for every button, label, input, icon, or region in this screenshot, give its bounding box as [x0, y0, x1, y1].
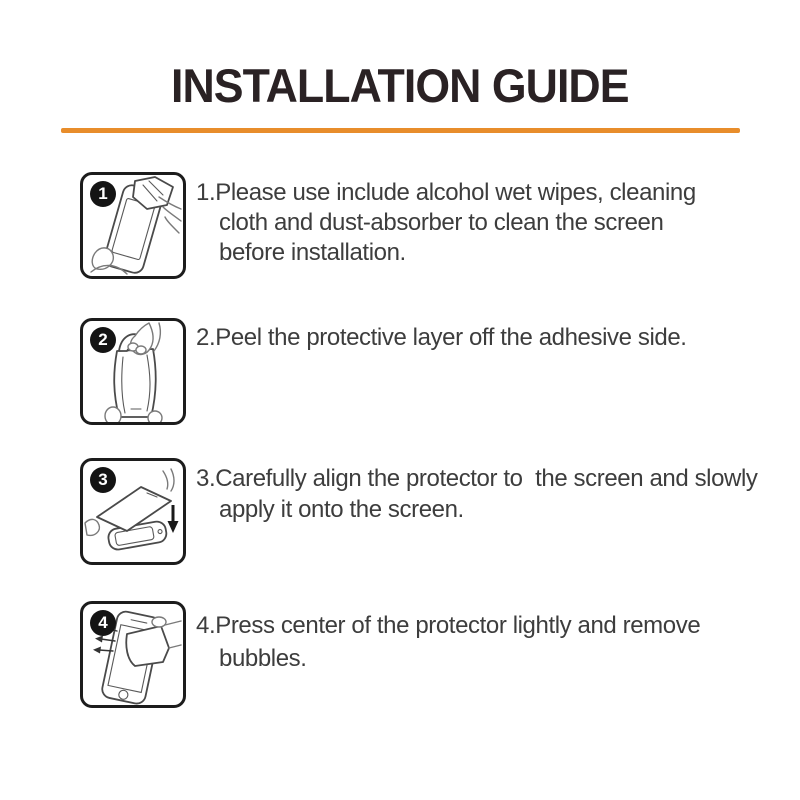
step-4-line-2: bubbles. — [219, 645, 307, 672]
step-number-badge: 3 — [90, 467, 116, 493]
step-1-line-1: 1.Please use include alcohol wet wipes, cleaning — [196, 179, 696, 206]
step-4-line-1: 4.Press center of the protector lightly and remove — [196, 612, 701, 639]
title-divider — [61, 128, 740, 133]
step-2-line-1: 2.Peel the protective layer off the adhesive side. — [196, 324, 687, 351]
step-2-text — [196, 323, 687, 353]
page-header — [0, 58, 800, 113]
step-3-illustration-box — [80, 458, 186, 565]
step-1-illustration-box — [80, 172, 186, 279]
step-4-text — [196, 609, 700, 675]
step-3-line-2: apply it onto the screen. — [219, 496, 464, 523]
step-number-badge: 1 — [90, 181, 116, 207]
step-number-badge: 4 — [90, 610, 116, 636]
step-2-illustration-box — [80, 318, 186, 425]
step-1-text — [196, 178, 696, 268]
step-3-text — [196, 463, 758, 525]
step-1-line-3: before installation. — [219, 239, 406, 266]
step-4-illustration-box — [80, 601, 186, 708]
step-3-line-1: 3.Carefully align the protector to the screen and slowly — [196, 465, 758, 492]
step-1-line-2: cloth and dust-absorber to clean the screen — [219, 209, 664, 236]
step-number-badge: 2 — [90, 327, 116, 353]
page-title: INSTALLATION GUIDE — [171, 59, 629, 112]
